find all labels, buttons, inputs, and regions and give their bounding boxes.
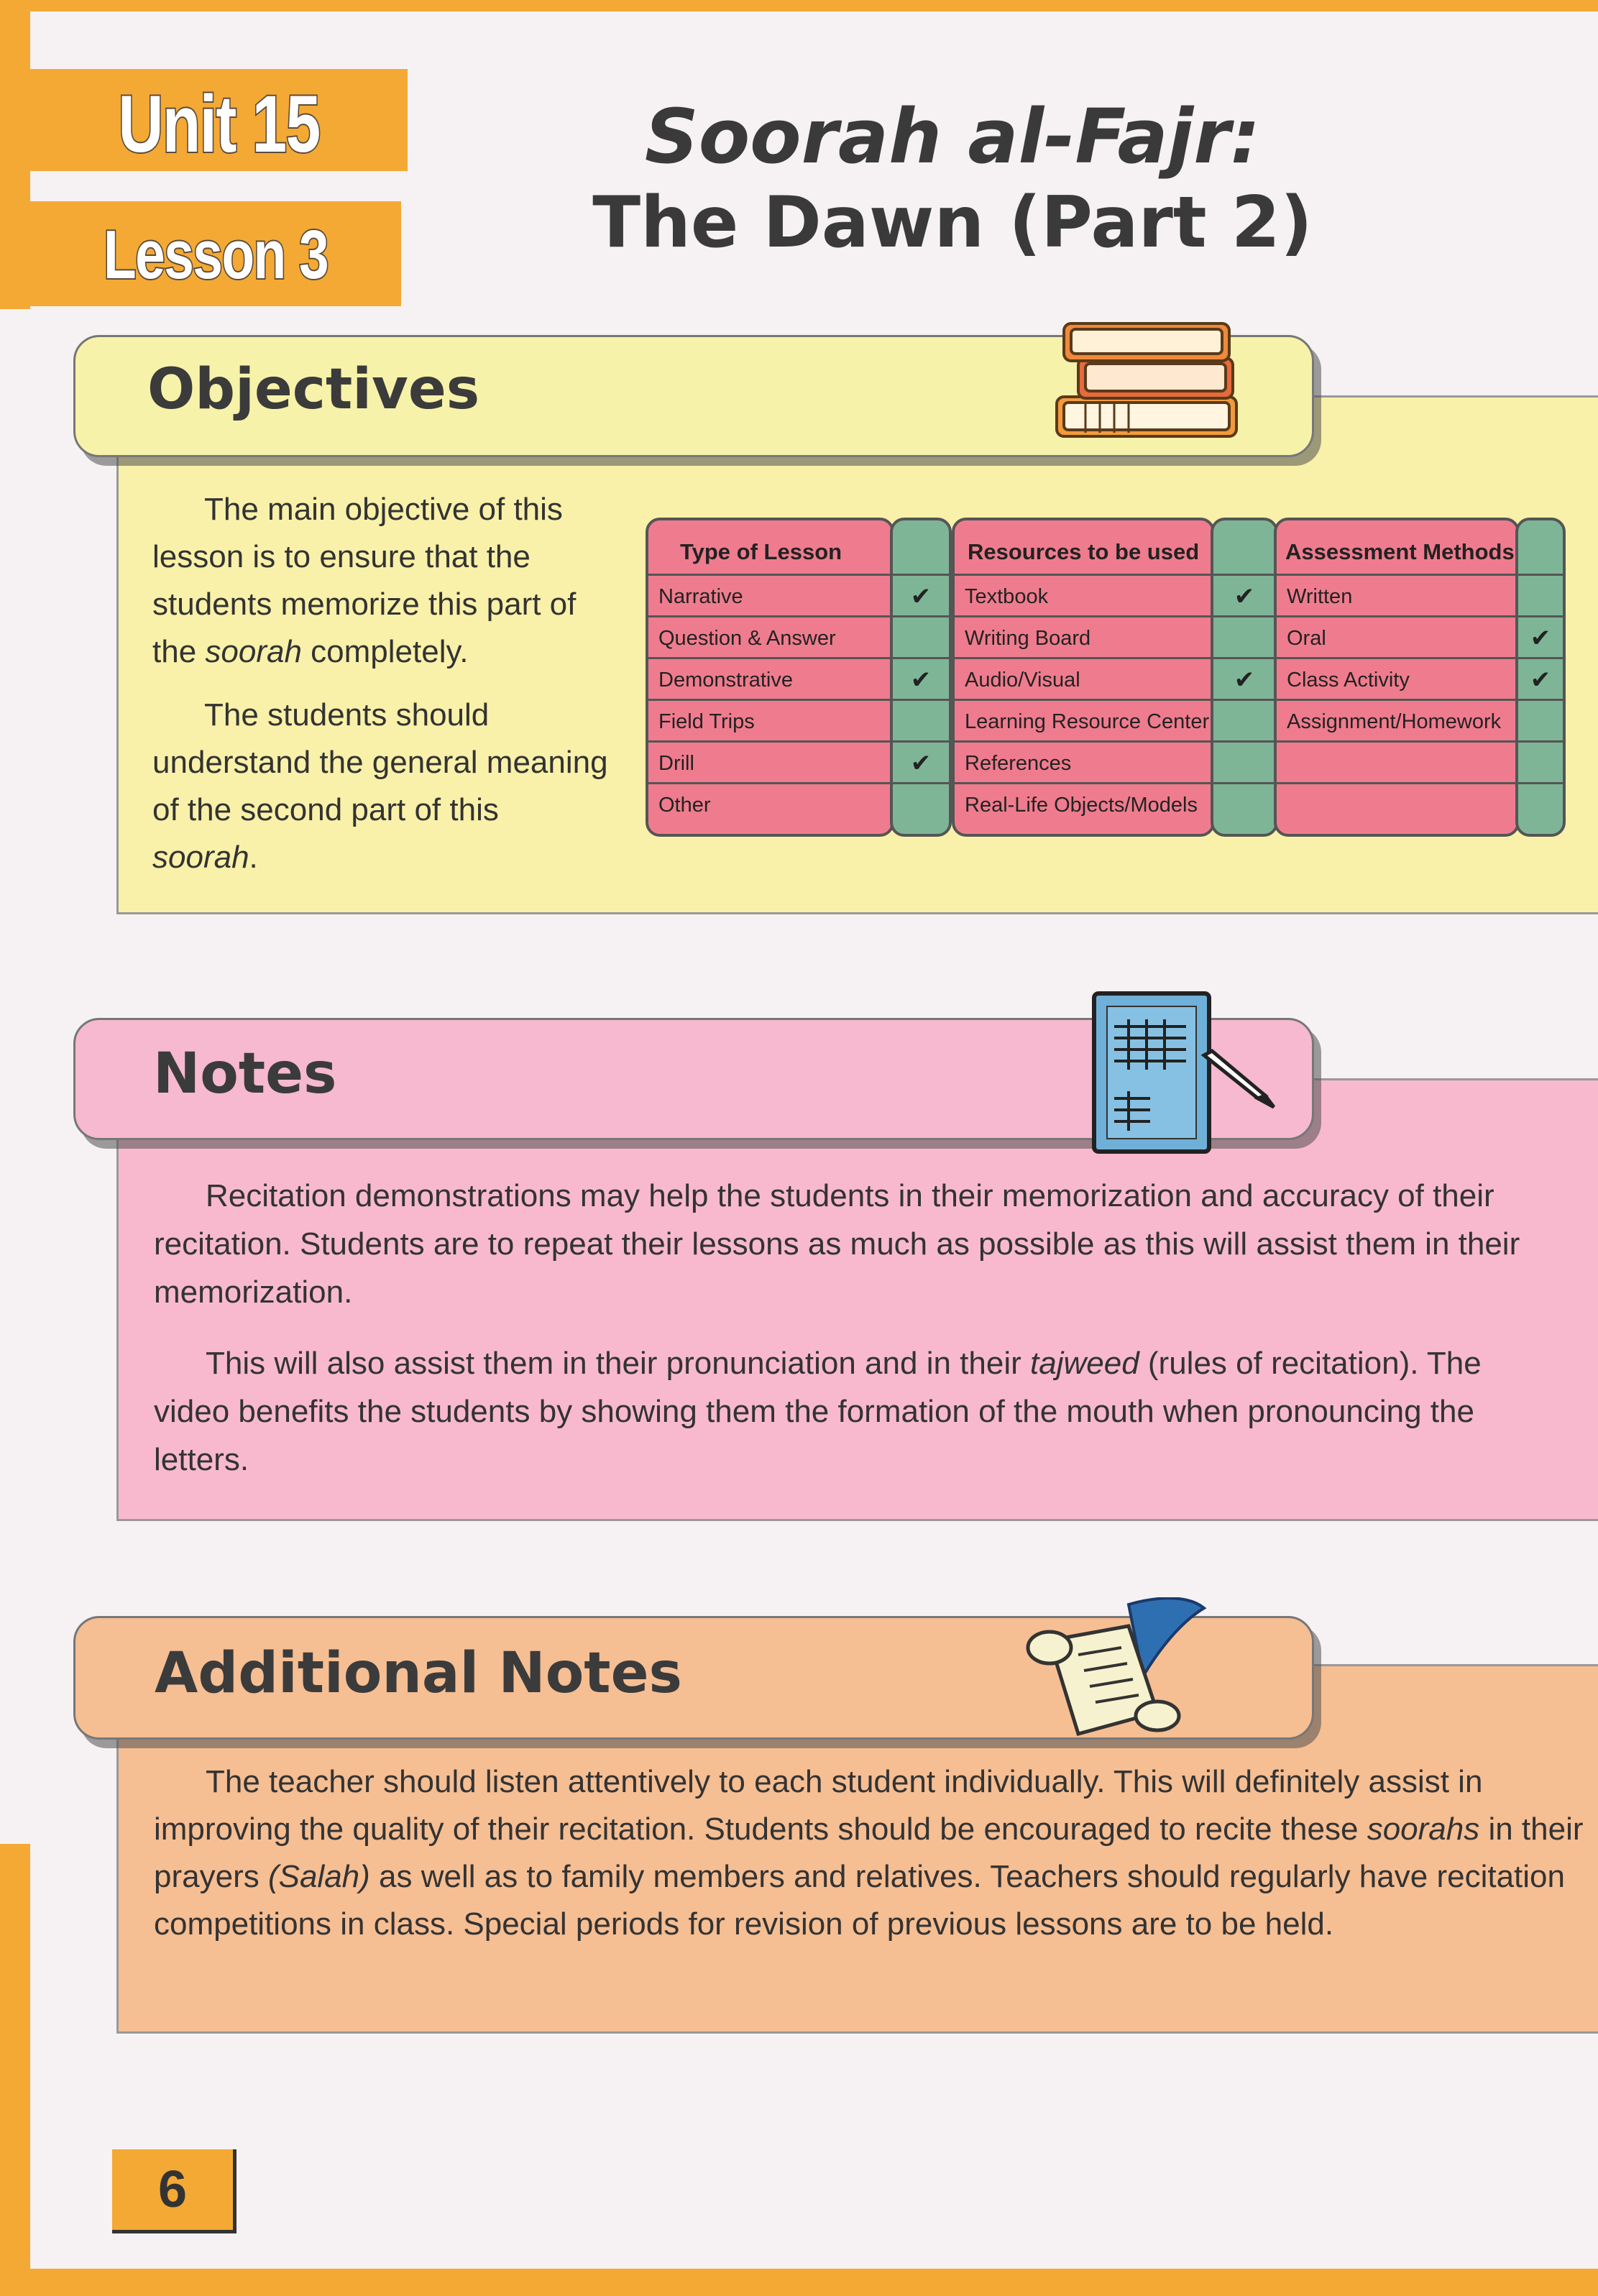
objectives-p2-italic: soorah	[152, 840, 249, 875]
page-border-bottom	[0, 2269, 1598, 2296]
check-cell	[1518, 740, 1563, 782]
check-cell: ✔	[893, 574, 949, 615]
additional-notes-text-b: in their prayers	[154, 1811, 1584, 1894]
table-row: References	[955, 740, 1212, 782]
scroll-quill-icon	[1021, 1597, 1215, 1748]
table-col-assessment	[1274, 518, 1520, 837]
objectives-p1-text: The main objective of this lesson is to ensure that the students memorize this part of the	[152, 492, 577, 669]
check-cell	[1213, 615, 1275, 657]
check-cell	[893, 615, 949, 657]
table-col-resources-checks	[1211, 518, 1278, 837]
notes-heading: Notes	[153, 1042, 337, 1106]
table-row	[1277, 782, 1517, 824]
lesson-label: Lesson 3	[103, 216, 329, 293]
additional-notes-italic-1: soorahs	[1367, 1811, 1480, 1847]
table-row: Assignment/Homework	[1277, 699, 1517, 740]
page-border-top	[0, 0, 1598, 12]
additional-notes-text-a: The teacher should listen attentively to each student individually. This will definitely assist in improving the quality of their recitation. Students should be encouraged to recite these	[154, 1764, 1483, 1847]
check-cell	[1518, 782, 1563, 824]
table-row: Drill	[648, 740, 891, 782]
table-col-assessment-checks	[1515, 518, 1566, 837]
table-header-assessment: Assessment Methods	[1285, 539, 1515, 564]
additional-notes-text	[154, 1758, 1584, 1948]
additional-notes-italic-2: (Salah)	[267, 1859, 370, 1894]
check-cell: ✔	[1213, 657, 1275, 699]
objectives-heading: Objectives	[147, 357, 480, 422]
stacked-books-icon	[1035, 311, 1251, 444]
table-row: Real-Life Objects/Models	[955, 782, 1212, 824]
table-row: Written	[1277, 574, 1517, 615]
table-row: Question & Answer	[648, 615, 891, 657]
notes-p2-end: (rules of recitation). The video benefits the students by showing them the formation of the mouth when pronouncing the letters.	[154, 1346, 1482, 1477]
page-number: 6	[112, 2149, 237, 2233]
table-row: Demonstrative	[648, 657, 891, 699]
check-cell	[1518, 699, 1563, 740]
notes-p2-text: This will also assist them in their pronunciation and in their	[206, 1346, 1030, 1381]
check-cell	[1213, 699, 1275, 740]
table-row: Field Trips	[648, 699, 891, 740]
additional-notes-paragraph	[154, 1758, 1584, 1948]
unit-badge	[30, 69, 408, 171]
objectives-p1-italic: soorah	[205, 634, 302, 669]
title-line-1: Soorah al-Fajr:	[644, 93, 1261, 180]
check-cell: ✔	[893, 657, 949, 699]
objectives-paragraph-2	[152, 692, 612, 881]
table-col-resources	[952, 518, 1215, 837]
objectives-paragraph-1	[152, 486, 612, 676]
notes-text	[154, 1172, 1563, 1507]
table-row: Textbook	[955, 574, 1212, 615]
check-cell: ✔	[1518, 615, 1563, 657]
table-row: Class Activity	[1277, 657, 1517, 699]
table-row: Writing Board	[955, 615, 1212, 657]
check-cell	[893, 699, 949, 740]
check-cell	[1518, 574, 1563, 615]
objectives-p2-text: The students should understand the general meaning of the second part of this	[152, 697, 608, 827]
notes-paragraph-2	[154, 1339, 1563, 1484]
notepad-pen-icon	[1085, 991, 1287, 1156]
objectives-p1-end: completely.	[301, 634, 469, 669]
notes-paragraph-1: Recitation demonstrations may help the students in their memorization and accuracy of their recitation. Students are to repeat their lessons as much as possible as this will assist them in their memorization.	[154, 1178, 1520, 1310]
page-title	[503, 93, 1402, 266]
table-row: Narrative	[648, 574, 891, 615]
table-row: Learning Resource Center	[955, 699, 1212, 740]
check-cell: ✔	[893, 740, 949, 782]
notes-p2-italic: tajweed	[1030, 1346, 1139, 1381]
check-cell	[893, 782, 949, 824]
check-cell: ✔	[1518, 657, 1563, 699]
unit-label: Unit 15	[118, 79, 320, 169]
table-row: Audio/Visual	[955, 657, 1212, 699]
title-line-2: The Dawn (Part 2)	[592, 182, 1313, 264]
table-col-type-checks	[890, 518, 952, 837]
objectives-text	[152, 486, 612, 897]
lesson-badge	[30, 201, 401, 306]
table-row: Oral	[1277, 615, 1517, 657]
objectives-p2-end: .	[249, 840, 258, 875]
table-row: Other	[648, 782, 891, 824]
check-cell	[1213, 740, 1275, 782]
table-header-resources: Resources to be used	[968, 539, 1200, 564]
additional-notes-text-c: as well as to family members and relatives. Teachers should regularly have recitation competitions in class. Special periods for revision of previous lessons are to be held.	[154, 1859, 1565, 1942]
table-row	[1277, 740, 1517, 782]
check-cell	[1213, 782, 1275, 824]
additional-notes-heading: Additional Notes	[155, 1641, 682, 1706]
table-header-type-of-lesson: Type of Lesson	[680, 539, 842, 564]
table-col-type-of-lesson	[646, 518, 894, 837]
page-border-left-gap	[0, 309, 30, 1844]
check-cell: ✔	[1213, 574, 1275, 615]
